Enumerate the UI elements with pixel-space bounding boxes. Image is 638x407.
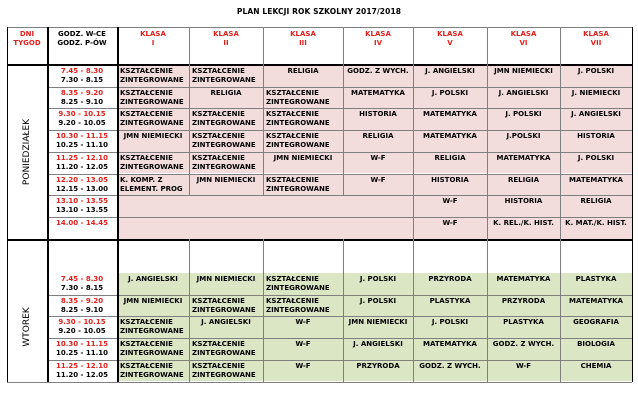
- lesson-text: KSZTAŁCENIE: [266, 175, 319, 184]
- lesson-text: KSZTAŁCENIE: [120, 153, 173, 162]
- lesson-cell: [560, 65, 632, 87]
- lesson-text: J.POLSKI: [506, 132, 541, 141]
- lesson-text: RELIGIA: [362, 132, 394, 141]
- lesson-cell: [189, 130, 263, 152]
- lesson-text: GODZ. Z WYCH.: [419, 361, 481, 370]
- lesson-text: HISTORIA: [577, 132, 615, 141]
- lesson-cell: [487, 316, 560, 338]
- lesson-text: J. ANGIELSKI: [571, 110, 621, 119]
- lesson-text: ZINTEGROWANE: [120, 349, 184, 358]
- day-label-monday: [7, 65, 47, 239]
- header-class-line: VI: [519, 39, 528, 47]
- grid-line: [189, 27, 190, 195]
- lesson-cell: [487, 360, 560, 382]
- lesson-cell: [263, 65, 343, 87]
- header-class-2: [189, 27, 263, 65]
- lesson-cell: [343, 338, 413, 360]
- grid-line: [47, 87, 632, 88]
- lesson-text: ZINTEGROWANE: [192, 76, 256, 84]
- lesson-text: W-F: [295, 340, 311, 349]
- lesson-text: KSZTAŁCENIE: [266, 132, 319, 141]
- header-class-line: KLASA: [437, 30, 463, 38]
- grid-line: [343, 239, 344, 382]
- lesson-text: JMN NIEMIECKI: [494, 67, 553, 75]
- lesson-text: J. POLSKI: [359, 275, 397, 283]
- empty-block: [117, 217, 413, 239]
- lesson-text: ZINTEGROWANE: [266, 305, 330, 314]
- lesson-text: PRZYRODA: [501, 296, 546, 305]
- lesson-text: J. POLSKI: [431, 88, 469, 97]
- lesson-text: ZINTEGROWANE: [120, 162, 184, 171]
- lesson-text: ZINTEGROWANE: [192, 370, 256, 379]
- lesson-text: RELIGIA: [507, 175, 539, 184]
- lesson-cell: [343, 130, 413, 152]
- lesson-cell: [413, 152, 487, 174]
- grid-line: [47, 338, 632, 339]
- header-class-3: [263, 27, 343, 65]
- time-slot: [47, 65, 117, 87]
- lesson-cell: [343, 316, 413, 338]
- header-class-line: III: [299, 39, 307, 47]
- lesson-text: GODZ. Z WYCH.: [492, 340, 555, 349]
- lesson-cell: [413, 65, 487, 87]
- grid-line: [487, 27, 488, 382]
- lesson-text: J. POLSKI: [577, 67, 615, 75]
- lesson-text: ZINTEGROWANE: [192, 349, 256, 358]
- lesson-text: KSZTAŁCENIE: [266, 88, 319, 97]
- day-name: WTOREK: [22, 307, 32, 347]
- lesson-cell: [413, 108, 487, 130]
- time-secondary: 7.30 - 8.15: [60, 76, 104, 84]
- header-class-line: I: [151, 39, 155, 47]
- lesson-text: KSZTAŁCENIE: [192, 132, 245, 141]
- lesson-text: KSZTAŁCENIE: [192, 340, 245, 349]
- lesson-cell: [189, 152, 263, 174]
- lesson-text: KSZTAŁCENIE: [120, 340, 173, 349]
- time-primary: 10.30 - 11.15: [55, 340, 109, 349]
- lesson-cell: [560, 195, 632, 217]
- lesson-text: JMN NIEMIECKI: [123, 132, 183, 141]
- header-time-label-line: GODZ. W-CE: [58, 30, 106, 38]
- lesson-cell: [189, 316, 263, 338]
- lesson-cell: [560, 152, 632, 174]
- lesson-text: ZINTEGROWANE: [120, 119, 184, 128]
- lesson-text: ZINTEGROWANE: [266, 141, 330, 150]
- lesson-cell: [189, 108, 263, 130]
- lesson-text: MATEMATYKA: [569, 296, 623, 305]
- lesson-text: W-F: [515, 361, 532, 370]
- grid-line: [47, 295, 632, 296]
- lesson-text: ZINTEGROWANE: [266, 97, 330, 106]
- lesson-cell: [263, 338, 343, 360]
- time-primary: 9.30 - 10.15: [58, 318, 106, 327]
- lesson-text: ZINTEGROWANE: [120, 370, 184, 379]
- lesson-cell: [413, 217, 487, 239]
- lesson-cell: [117, 295, 189, 317]
- grid-line: [7, 239, 632, 241]
- lesson-text: KSZTAŁCENIE: [192, 67, 245, 75]
- grid-line: [47, 316, 632, 317]
- header-class-line: KLASA: [140, 30, 166, 38]
- header-class-line: KLASA: [365, 30, 391, 38]
- grid-line: [632, 27, 633, 382]
- time-primary: 10.30 - 11.15: [55, 132, 109, 141]
- lesson-cell: [560, 316, 632, 338]
- lesson-cell: [117, 360, 189, 382]
- lesson-text: MATEMATYKA: [496, 153, 551, 162]
- lesson-cell: [117, 152, 189, 174]
- day-label-tuesday: [7, 273, 47, 382]
- lesson-cell: [560, 295, 632, 317]
- lesson-cell: [413, 87, 487, 109]
- lesson-cell: [343, 87, 413, 109]
- header-class-5: [413, 27, 487, 65]
- lesson-cell: [487, 174, 560, 196]
- lesson-text: PRZYRODA: [356, 361, 400, 370]
- lesson-cell: [189, 87, 263, 109]
- lesson-cell: [560, 217, 632, 239]
- header-days-label-line: DNI: [19, 30, 35, 38]
- time-slot: [47, 338, 117, 360]
- lesson-text: KSZTAŁCENIE: [192, 153, 245, 162]
- lesson-text: ZINTEGROWANE: [266, 184, 330, 193]
- lesson-text: W-F: [295, 318, 311, 327]
- lesson-text: KSZTAŁCENIE: [266, 275, 319, 283]
- lesson-cell: [117, 273, 189, 295]
- time-slot: [47, 360, 117, 382]
- grid-line: [343, 27, 344, 195]
- lesson-text: W-F: [442, 197, 458, 206]
- lesson-text: MATEMATYKA: [351, 88, 405, 97]
- lesson-cell: [413, 195, 487, 217]
- time-secondary: 13.10 - 13.55: [55, 206, 109, 215]
- header-class-line: KLASA: [290, 30, 316, 38]
- lesson-text: PLASTYKA: [575, 275, 617, 283]
- lesson-cell: [189, 360, 263, 382]
- lesson-text: MATEMATYKA: [423, 132, 477, 141]
- lesson-cell: [487, 195, 560, 217]
- lesson-text: MATEMATYKA: [423, 340, 477, 349]
- time-primary: 8.35 - 9.20: [60, 296, 104, 305]
- lesson-cell: [343, 295, 413, 317]
- lesson-text: KSZTAŁCENIE: [120, 361, 173, 370]
- header-class-line: II: [223, 39, 229, 47]
- lesson-cell: [560, 87, 632, 109]
- time-slot: [47, 217, 117, 239]
- grid-line: [47, 217, 632, 218]
- lesson-text: KSZTAŁCENIE: [192, 361, 245, 370]
- lesson-cell: [487, 108, 560, 130]
- lesson-text: J. POLSKI: [431, 318, 469, 327]
- lesson-cell: [487, 130, 560, 152]
- lesson-text: KSZTAŁCENIE: [120, 67, 173, 75]
- header-class-7: [560, 27, 632, 65]
- lesson-cell: [263, 174, 343, 196]
- header-class-line: VII: [590, 39, 602, 47]
- lesson-text: KSZTAŁCENIE: [192, 110, 245, 119]
- lesson-text: KSZTAŁCENIE: [266, 110, 319, 119]
- lesson-text: KSZTAŁCENIE: [192, 296, 245, 305]
- lesson-text: GODZ. Z WYCH.: [347, 67, 409, 75]
- grid-line: [47, 130, 632, 131]
- time-primary: 11.25 - 12.10: [55, 361, 109, 370]
- lesson-text: GEOGRAFIA: [573, 318, 619, 327]
- time-secondary: 8.25 - 9.10: [60, 97, 104, 106]
- day-name: PONIEDZIAŁEK: [22, 118, 32, 185]
- time-slot: [47, 295, 117, 317]
- time-secondary: 10.25 - 11.10: [55, 349, 109, 358]
- lesson-text: ZINTEGROWANE: [266, 284, 330, 292]
- time-slot: [47, 273, 117, 295]
- lesson-cell: [189, 338, 263, 360]
- lesson-text: W-F: [370, 153, 386, 162]
- time-primary: 7.45 - 8.30: [60, 67, 104, 75]
- lesson-cell: [413, 273, 487, 295]
- header-days-label-line: TYGOD: [13, 39, 41, 47]
- grid-line: [189, 239, 190, 382]
- lesson-text: J. ANGIELSKI: [353, 340, 403, 349]
- time-slot: [47, 152, 117, 174]
- time-primary: 7.45 - 8.30: [60, 275, 104, 283]
- time-slot: [47, 87, 117, 109]
- lesson-cell: [343, 174, 413, 196]
- time-slot: [47, 195, 117, 217]
- lesson-text: MATEMATYKA: [496, 275, 551, 283]
- lesson-cell: [189, 174, 263, 196]
- lesson-text: KSZTAŁCENIE: [120, 110, 173, 119]
- lesson-text: RELIGIA: [434, 153, 466, 162]
- lesson-cell: [117, 108, 189, 130]
- lesson-text: RELIGIA: [580, 197, 612, 206]
- grid-line: [263, 27, 264, 195]
- lesson-cell: [560, 174, 632, 196]
- lesson-cell: [263, 108, 343, 130]
- lesson-cell: [487, 65, 560, 87]
- time-secondary: 11.20 - 12.05: [55, 162, 109, 171]
- time-secondary: 12.15 - 13.00: [55, 184, 109, 193]
- header-days-label: [7, 27, 47, 65]
- header-class-line: KLASA: [510, 30, 537, 38]
- lesson-text: PLASTYKA: [503, 318, 544, 327]
- time-primary: 11.25 - 12.10: [55, 153, 109, 162]
- lesson-cell: [263, 316, 343, 338]
- grid-line: [47, 195, 632, 196]
- lesson-cell: [413, 360, 487, 382]
- grid-line: [7, 27, 632, 28]
- grid-line: [47, 108, 632, 109]
- lesson-cell: [343, 152, 413, 174]
- grid-line: [263, 239, 264, 382]
- grid-line: [47, 27, 49, 382]
- lesson-cell: [413, 316, 487, 338]
- lesson-cell: [117, 87, 189, 109]
- lesson-cell: [263, 152, 343, 174]
- lesson-cell: [413, 338, 487, 360]
- lesson-cell: [413, 130, 487, 152]
- lesson-text: JMN NIEMIECKI: [273, 153, 333, 162]
- lesson-text: W-F: [370, 175, 386, 184]
- lesson-cell: [189, 273, 263, 295]
- empty-block: [117, 195, 413, 217]
- lesson-text: W-F: [442, 218, 458, 227]
- lesson-cell: [117, 338, 189, 360]
- time-primary: 12.20 - 13.05: [55, 175, 109, 184]
- lesson-text: JMN NIEMIECKI: [348, 318, 408, 327]
- lesson-cell: [117, 174, 189, 196]
- lesson-text: ZINTEGROWANE: [120, 327, 184, 336]
- lesson-cell: [263, 295, 343, 317]
- time-primary: 8.35 - 9.20: [60, 88, 104, 97]
- lesson-text: J. ANGIELSKI: [201, 318, 251, 327]
- time-primary: 14.00 - 14.45: [55, 218, 109, 227]
- grid-line: [7, 382, 632, 383]
- grid-line: [560, 27, 561, 382]
- lesson-text: KSZTAŁCENIE: [120, 318, 173, 327]
- header-class-4: [343, 27, 413, 65]
- lesson-cell: [560, 273, 632, 295]
- lesson-cell: [487, 152, 560, 174]
- lesson-text: CHEMIA: [580, 361, 612, 370]
- lesson-cell: [560, 360, 632, 382]
- header-class-line: IV: [373, 39, 383, 47]
- grid-line: [413, 27, 414, 382]
- lesson-text: J. NIEMIECKI: [571, 88, 621, 97]
- time-secondary: 9.20 - 10.05: [58, 119, 106, 128]
- lesson-text: ZINTEGROWANE: [192, 141, 256, 150]
- lesson-text: ELEMENT. PROG: [120, 184, 183, 193]
- lesson-text: JMN NIEMIECKI: [196, 275, 256, 283]
- lesson-cell: [117, 316, 189, 338]
- lesson-text: J. ANGIELSKI: [498, 88, 549, 97]
- lesson-text: ZINTEGROWANE: [192, 305, 256, 314]
- header-class-line: KLASA: [583, 30, 609, 38]
- lesson-cell: [263, 273, 343, 295]
- lesson-text: RELIGIA: [210, 88, 242, 97]
- lesson-text: PLASTYKA: [429, 296, 471, 305]
- time-secondary: 8.25 - 9.10: [60, 305, 104, 314]
- lesson-cell: [413, 174, 487, 196]
- lesson-text: MATEMATYKA: [569, 175, 623, 184]
- lesson-text: KSZTAŁCENIE: [120, 88, 173, 97]
- time-primary: 13.10 - 13.55: [55, 197, 109, 206]
- lesson-cell: [413, 295, 487, 317]
- lesson-cell: [189, 65, 263, 87]
- grid-line: [7, 64, 632, 66]
- lesson-cell: [263, 360, 343, 382]
- lesson-text: J. POLSKI: [577, 153, 615, 162]
- grid-line: [47, 360, 632, 361]
- grid-line: [7, 27, 8, 382]
- time-slot: [47, 108, 117, 130]
- grid-line: [47, 174, 632, 175]
- lesson-text: K. KOMP. Z: [120, 175, 163, 184]
- lesson-text: HISTORIA: [359, 110, 397, 119]
- lesson-text: JMN NIEMIECKI: [196, 175, 256, 184]
- lesson-text: J. ANGIELSKI: [128, 275, 178, 283]
- lesson-cell: [560, 338, 632, 360]
- lesson-text: ZINTEGROWANE: [192, 162, 256, 171]
- lesson-text: KSZTAŁCENIE: [266, 296, 319, 305]
- lesson-text: JMN NIEMIECKI: [123, 296, 183, 305]
- lesson-cell: [343, 273, 413, 295]
- header-time-label-line: GODZ. P-ÓW: [57, 39, 107, 47]
- lesson-cell: [117, 65, 189, 87]
- lesson-cell: [117, 130, 189, 152]
- lesson-text: ZINTEGROWANE: [120, 97, 184, 106]
- lesson-text: K. REL./K. HIST.: [493, 218, 554, 227]
- page-title: PLAN LEKCJI ROK SZKOLNY 2017/2018: [236, 7, 402, 16]
- lesson-cell: [343, 360, 413, 382]
- lesson-cell: [263, 87, 343, 109]
- lesson-cell: [343, 65, 413, 87]
- lesson-cell: [189, 295, 263, 317]
- lesson-text: RELIGIA: [287, 67, 319, 75]
- lesson-text: ZINTEGROWANE: [120, 76, 184, 84]
- header-class-line: V: [447, 39, 453, 47]
- lesson-text: J. POLSKI: [359, 296, 397, 305]
- lesson-cell: [560, 108, 632, 130]
- lesson-cell: [560, 130, 632, 152]
- header-class-1: [117, 27, 189, 65]
- lesson-text: J. POLSKI: [505, 110, 542, 119]
- time-primary: 9.30 - 10.15: [58, 110, 106, 119]
- grid-line: [47, 152, 632, 153]
- time-secondary: 9.20 - 10.05: [58, 327, 106, 336]
- lesson-text: HISTORIA: [431, 175, 469, 184]
- lesson-cell: [263, 130, 343, 152]
- lesson-text: BIOLOGIA: [577, 340, 615, 349]
- lesson-cell: [487, 295, 560, 317]
- time-secondary: 7.30 - 8.15: [60, 284, 104, 292]
- lesson-cell: [487, 87, 560, 109]
- lesson-cell: [487, 273, 560, 295]
- lesson-text: ZINTEGROWANE: [266, 119, 330, 128]
- header-time-label: [47, 27, 117, 65]
- lesson-text: K. MAT./K. HIST.: [565, 218, 627, 227]
- lesson-text: J. ANGIELSKI: [425, 67, 475, 75]
- header-class-line: KLASA: [213, 30, 239, 38]
- header-class-6: [487, 27, 560, 65]
- time-secondary: 11.20 - 12.05: [55, 370, 109, 379]
- lesson-text: MATEMATYKA: [423, 110, 477, 119]
- lesson-text: W-F: [295, 361, 311, 370]
- lesson-cell: [487, 338, 560, 360]
- lesson-text: ZINTEGROWANE: [192, 119, 256, 128]
- time-slot: [47, 130, 117, 152]
- lesson-cell: [487, 217, 560, 239]
- grid-line: [117, 27, 119, 382]
- time-secondary: 10.25 - 11.10: [55, 141, 109, 150]
- time-slot: [47, 174, 117, 196]
- time-slot: [47, 316, 117, 338]
- lesson-cell: [343, 108, 413, 130]
- lesson-text: PRZYRODA: [428, 275, 472, 283]
- lesson-text: HISTORIA: [504, 197, 543, 206]
